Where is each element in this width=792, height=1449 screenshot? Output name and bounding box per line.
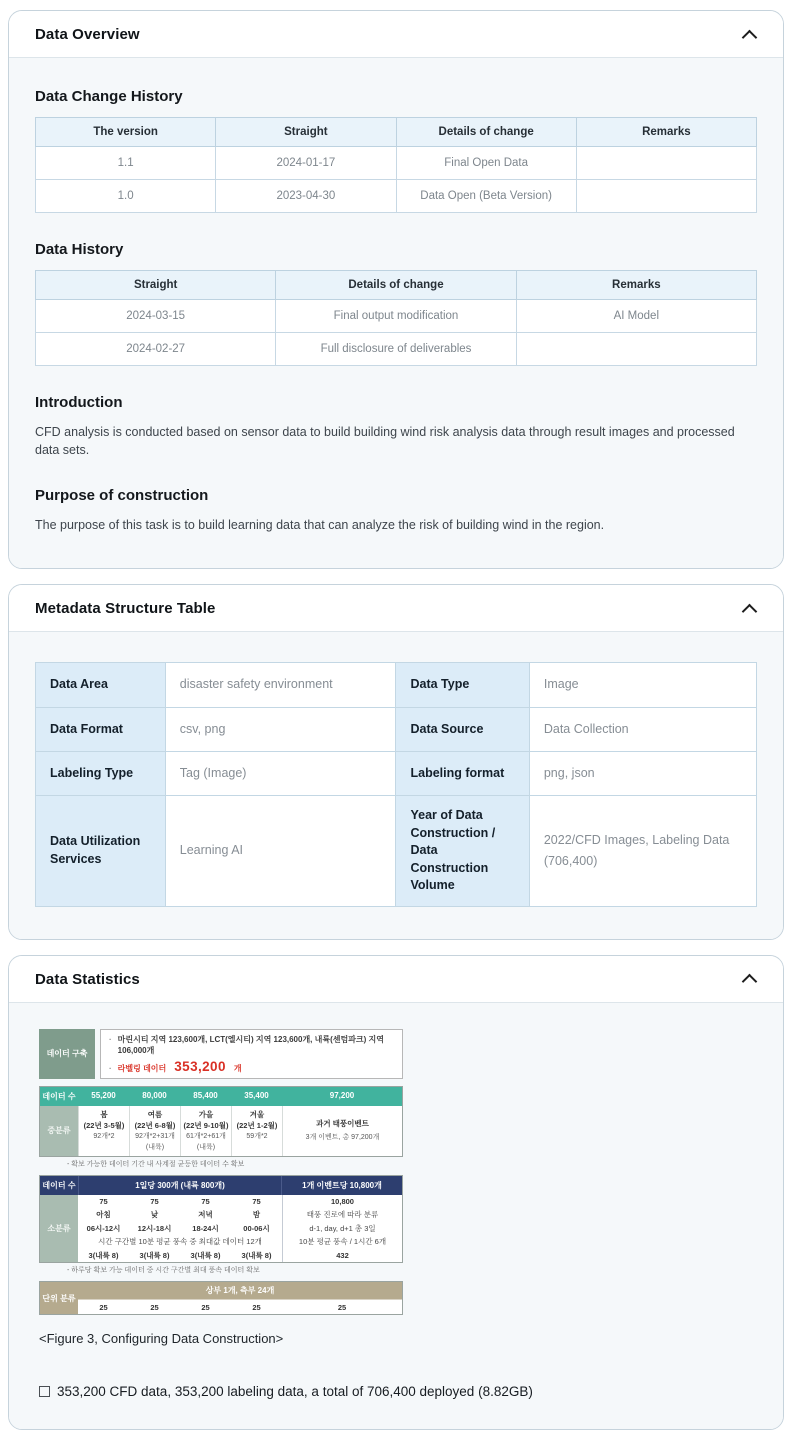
unit-value: 25 [129, 1299, 180, 1314]
daily-header-label: 데이터 수 [42, 1180, 76, 1190]
metadata-label: Year of Data Construction / Data Construction Volume [396, 796, 529, 907]
daily-table-body [40, 1195, 402, 1263]
seasonal-note: - 확보 가능한 데이터 기간 내 사계절 균등한 데이터 수 확보 [67, 1160, 245, 1168]
metadata-value: disaster safety environment [165, 663, 396, 707]
chevron-up-icon[interactable] [742, 604, 758, 620]
data-overview-card [8, 10, 784, 569]
seasonal-count: 97,200 [282, 1087, 402, 1106]
labeling-total-value: 353,200 [174, 1058, 226, 1074]
purpose-text: The purpose of this task is to build learning data that can analyze the risk of building wind in the region. [35, 518, 605, 533]
figure-region-counts: · 마린시티 지역 123,600개, LCT(엘시티) 지역 123,600개, 내륙(센텀파크) 지역 106,000개 [109, 1034, 394, 1056]
metadata-value: Learning AI [165, 796, 396, 907]
labeling-total-unit: 개 [233, 1063, 242, 1073]
metadata-value: Data Collection [529, 707, 756, 751]
cell-date: 2024-03-15 [36, 300, 276, 333]
daily-note: - 하루당 확보 가능 데이터 중 시간 구간별 최대 풍속 데이터 확보 [67, 1267, 260, 1275]
daily-data-table [39, 1175, 403, 1264]
data-statistics-header[interactable] [9, 956, 783, 1003]
season-cell: 겨울 (22년 1-2월) 59개*2 [231, 1106, 282, 1156]
metadata-table [35, 662, 757, 906]
season-cell: 여름 (22년 6-8월) 92개*2+31개(내륙) [129, 1106, 180, 1156]
card-title: Metadata Structure Table [35, 600, 216, 618]
cell-date: 2024-01-17 [216, 147, 396, 180]
metadata-label: Data Format [36, 707, 166, 751]
seasonal-count: 85,400 [180, 1087, 231, 1106]
seasonal-data-table [39, 1086, 403, 1157]
metadata-value: Image [529, 663, 756, 707]
cell-remarks [516, 333, 756, 366]
metadata-value: csv, png [165, 707, 396, 751]
metadata-structure-body [9, 632, 783, 938]
unit-value: 25 [231, 1299, 282, 1314]
unit-value: 25 [180, 1299, 231, 1314]
seasonal-count: 55,200 [78, 1087, 129, 1106]
unit-header-span: 상부 1개, 측부 24개 [78, 1282, 402, 1299]
cell-remarks: AI Model [516, 300, 756, 333]
daily-row-label: 소분류 [40, 1195, 78, 1263]
cell-details: Data Open (Beta Version) [396, 180, 576, 213]
data-overview-body [9, 58, 783, 568]
figure-top-row [39, 1029, 403, 1079]
labeling-total-label: · 라벨링 데이터 [117, 1063, 167, 1073]
season-cell: 봄 (22년 3-5월) 92개*2 [78, 1106, 129, 1156]
seasonal-count: 35,400 [231, 1087, 282, 1106]
unit-value: 25 [78, 1299, 129, 1314]
cell-remarks [576, 147, 756, 180]
typhoon-event-cell: 과거 태풍이벤트 3개 이벤트, 총 97,200개 [282, 1106, 402, 1156]
data-construction-figure [39, 1029, 403, 1315]
metadata-label: Data Source [396, 707, 529, 751]
table-row [36, 707, 757, 751]
figure-top-label: 데이터 구축 [39, 1029, 95, 1079]
cell-version: 1.1 [36, 147, 216, 180]
cell-details: Final output modification [276, 300, 516, 333]
card-title: Data Statistics [35, 970, 140, 988]
daily-header-span: 1일당 300개 (내륙 800개) [78, 1176, 282, 1195]
column-header: Straight [216, 118, 396, 147]
daily-header-event: 1개 이벤트당 10,800개 [302, 1180, 382, 1190]
metadata-label: Labeling format [396, 751, 529, 795]
metadata-structure-card [8, 584, 784, 939]
data-change-history-table [35, 117, 757, 213]
metadata-label: Labeling Type [36, 751, 166, 795]
metadata-label: Data Type [396, 663, 529, 707]
introduction-text: CFD analysis is conducted based on sensor data to build building wind risk analysis data through result images and processed data sets. [35, 425, 735, 458]
table-row [36, 751, 757, 795]
seasonal-header-label: 데이터 수 [40, 1087, 78, 1106]
cell-details: Full disclosure of deliverables [276, 333, 516, 366]
column-header: Straight [36, 271, 276, 300]
cell-remarks [576, 180, 756, 213]
chevron-up-icon[interactable] [742, 29, 758, 45]
daily-event-column: 10,800 태풍 진로에 따라 분류 d-1, day, d+1 총 3일 10분 평균 풍속 / 1시간 6개 432 [282, 1195, 402, 1263]
cell-details: Final Open Data [396, 147, 576, 180]
daily-time-columns: 75 75 75 75 아침 낮 저녁 밤 06시-12시 12시-18시 18-24시 00-06시 시간 구간별 10분 평균 풍속 중 최대값 데이터 12개 3(내륙 8) 3(내륙 8) 3(내륙 8) 3(내륙 8) [78, 1195, 282, 1263]
column-header: The version [36, 118, 216, 147]
cell-version: 1.0 [36, 180, 216, 213]
unit-row-label: 단위 분류 [40, 1282, 78, 1314]
metadata-label: Data Utilization Services [36, 796, 166, 907]
metadata-structure-header[interactable] [9, 585, 783, 632]
metadata-value: Tag (Image) [165, 751, 396, 795]
data-overview-header[interactable] [9, 11, 783, 58]
card-title: Data Overview [35, 26, 140, 43]
cell-date: 2024-02-27 [36, 333, 276, 366]
column-header: Remarks [576, 118, 756, 147]
unit-classification-table [39, 1281, 403, 1315]
introduction-heading: Introduction [35, 394, 123, 411]
table-row [36, 300, 757, 333]
table-row [36, 180, 757, 213]
season-cell: 가을 (22년 9-10월) 61개*2+61개(내륙) [180, 1106, 231, 1156]
seasonal-count: 80,000 [129, 1087, 180, 1106]
column-header: Remarks [516, 271, 756, 300]
daily-span-note: 시간 구간별 10분 평균 풍속 중 최대값 데이터 12개 [98, 1237, 262, 1247]
table-row [36, 333, 757, 366]
figure-caption: <Figure 3, Configuring Data Construction> [39, 1331, 284, 1347]
table-row [36, 796, 757, 907]
table-row [36, 663, 757, 707]
metadata-label: Data Area [36, 663, 166, 707]
seasonal-row-label: 중분류 [40, 1106, 78, 1156]
table-header-row [36, 118, 757, 147]
figure-labeling-total [109, 1059, 394, 1074]
table-row [36, 147, 757, 180]
data-statistics-body [9, 1003, 783, 1429]
table-header-row [36, 271, 757, 300]
change-history-heading: Data Change History [35, 88, 183, 105]
cell-date: 2023-04-30 [216, 180, 396, 213]
deployment-summary [39, 1384, 757, 1399]
square-bullet-icon [39, 1386, 50, 1397]
data-history-table [35, 270, 757, 366]
data-statistics-card [8, 955, 784, 1430]
column-header: Details of change [396, 118, 576, 147]
metadata-value: 2022/CFD Images, Labeling Data (706,400) [529, 796, 756, 907]
column-header: Details of change [276, 271, 516, 300]
unit-value: 25 [282, 1299, 402, 1314]
chevron-up-icon[interactable] [742, 974, 758, 990]
purpose-heading: Purpose of construction [35, 487, 209, 505]
figure-top-summary-box [100, 1029, 403, 1079]
metadata-value: png, json [529, 751, 756, 795]
data-history-heading: Data History [35, 241, 124, 258]
daily-table-header [40, 1176, 402, 1195]
deployment-summary-text: 353,200 CFD data, 353,200 labeling data, a total of 706,400 deployed (8.82GB) [57, 1384, 533, 1400]
